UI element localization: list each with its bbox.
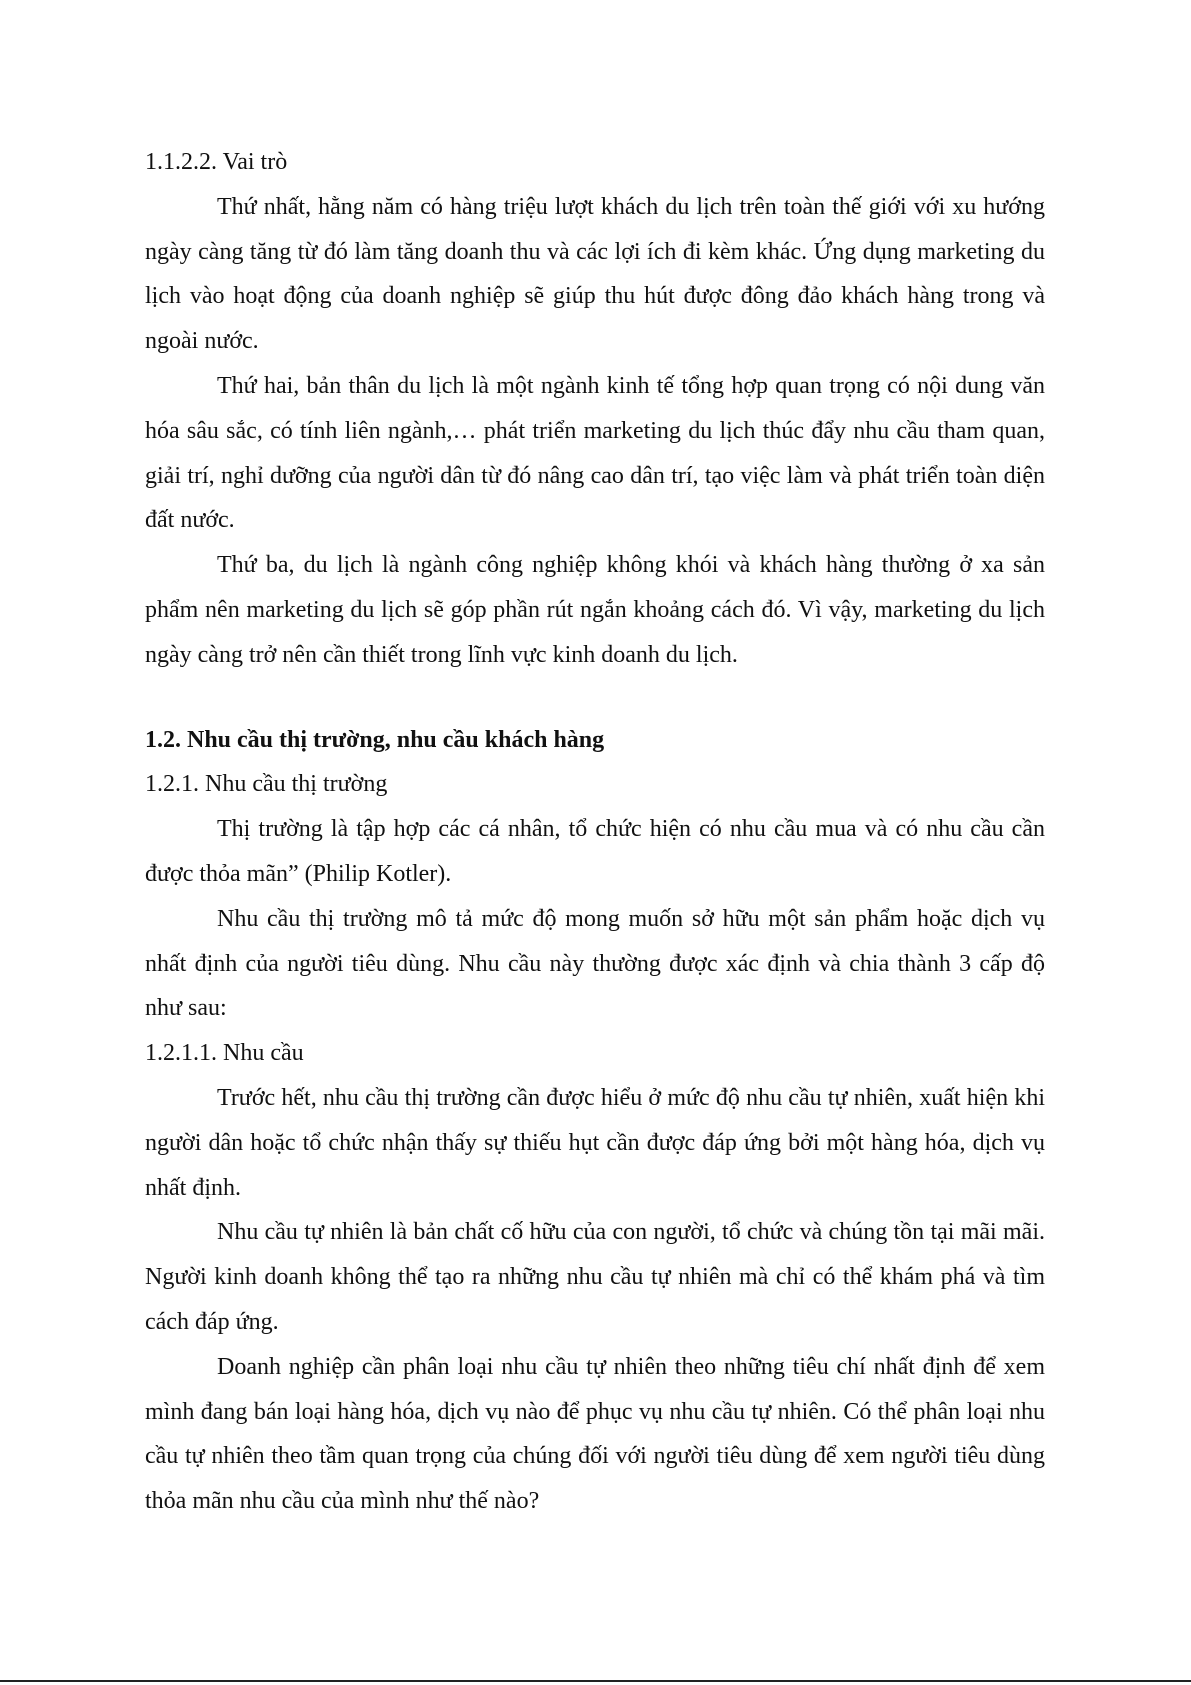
heading-1-2: 1.2. Nhu cầu thị trường, nhu cầu khách hàng xyxy=(145,726,605,753)
page-bottom-rule xyxy=(0,1680,1191,1682)
paragraph-thi-truong-1: Thị trường là tập hợp các cá nhân, tổ chức hiện có nhu cầu mua và có nhu cầu cần được thỏa mãn” (Philip Kotler). xyxy=(145,816,1045,887)
paragraph-vai-tro-3: Thứ ba, du lịch là ngành công nghiệp không khói và khách hàng thường ở xa sản phẩm nên marketing du lịch sẽ góp phần rút ngắn khoảng cách đó. Vì vậy, marketing du lịch ngày càng trở nên cần thiết trong lĩnh vực kinh doanh du lịch. xyxy=(145,552,1045,668)
document-page xyxy=(145,140,1045,1524)
paragraph-thi-truong-2: Nhu cầu thị trường mô tả mức độ mong muốn sở hữu một sản phẩm hoặc dịch vụ nhất định của người tiêu dùng. Nhu cầu này thường được xác định và chia thành 3 cấp độ như sau: xyxy=(145,905,1045,1022)
paragraph-nhu-cau-3: Doanh nghiệp cần phân loại nhu cầu tự nhiên theo những tiêu chí nhất định để xem mình đang bán loại hàng hóa, dịch vụ nào để phục vụ nhu cầu tự nhiên. Có thể phân loại nhu cầu tự nhiên theo tầm quan trọng của chúng đối với người tiêu dùng để xem người tiêu dùng thỏa mãn nhu cầu của mình như thế nào? xyxy=(145,1353,1045,1515)
paragraph-nhu-cau-1: Trước hết, nhu cầu thị trường cần được hiểu ở mức độ nhu cầu tự nhiên, xuất hiện khi người dân hoặc tổ chức nhận thấy sự thiếu hụt cần được đáp ứng bởi một hàng hóa, dịch vụ nhất định. xyxy=(145,1084,1045,1201)
paragraph-vai-tro-2: Thứ hai, bản thân du lịch là một ngành kinh tế tổng hợp quan trọng có nội dung văn hóa sâu sắc, có tính liên ngành,… phát triển marketing du lịch thúc đẩy nhu cầu tham quan, giải trí, nghỉ dưỡng của người dân từ đó nâng cao dân trí, tạo việc làm và phát triển toàn diện đất nước. xyxy=(145,372,1045,534)
heading-1-2-1: 1.2.1. Nhu cầu thị trường xyxy=(145,771,388,798)
paragraph-nhu-cau-2: Nhu cầu tự nhiên là bản chất cố hữu của con người, tổ chức và chúng tồn tại mãi mãi. Người kinh doanh không thể tạo ra những nhu cầu tự nhiên mà chỉ có thể khám phá và tìm cách đáp ứng. xyxy=(145,1219,1045,1335)
heading-1-1-2-2: 1.1.2.2. Vai trò xyxy=(145,149,288,175)
paragraph-vai-tro-1: Thứ nhất, hằng năm có hàng triệu lượt khách du lịch trên toàn thế giới với xu hướng ngày càng tăng từ đó làm tăng doanh thu và các lợi ích đi kèm khác. Ứng dụng marketing du lịch vào hoạt động của doanh nghiệp sẽ giúp thu hút được đông đảo khách hàng trong và ngoài nước. xyxy=(145,193,1045,355)
heading-1-2-1-1: 1.2.1.1. Nhu cầu xyxy=(145,1040,304,1067)
